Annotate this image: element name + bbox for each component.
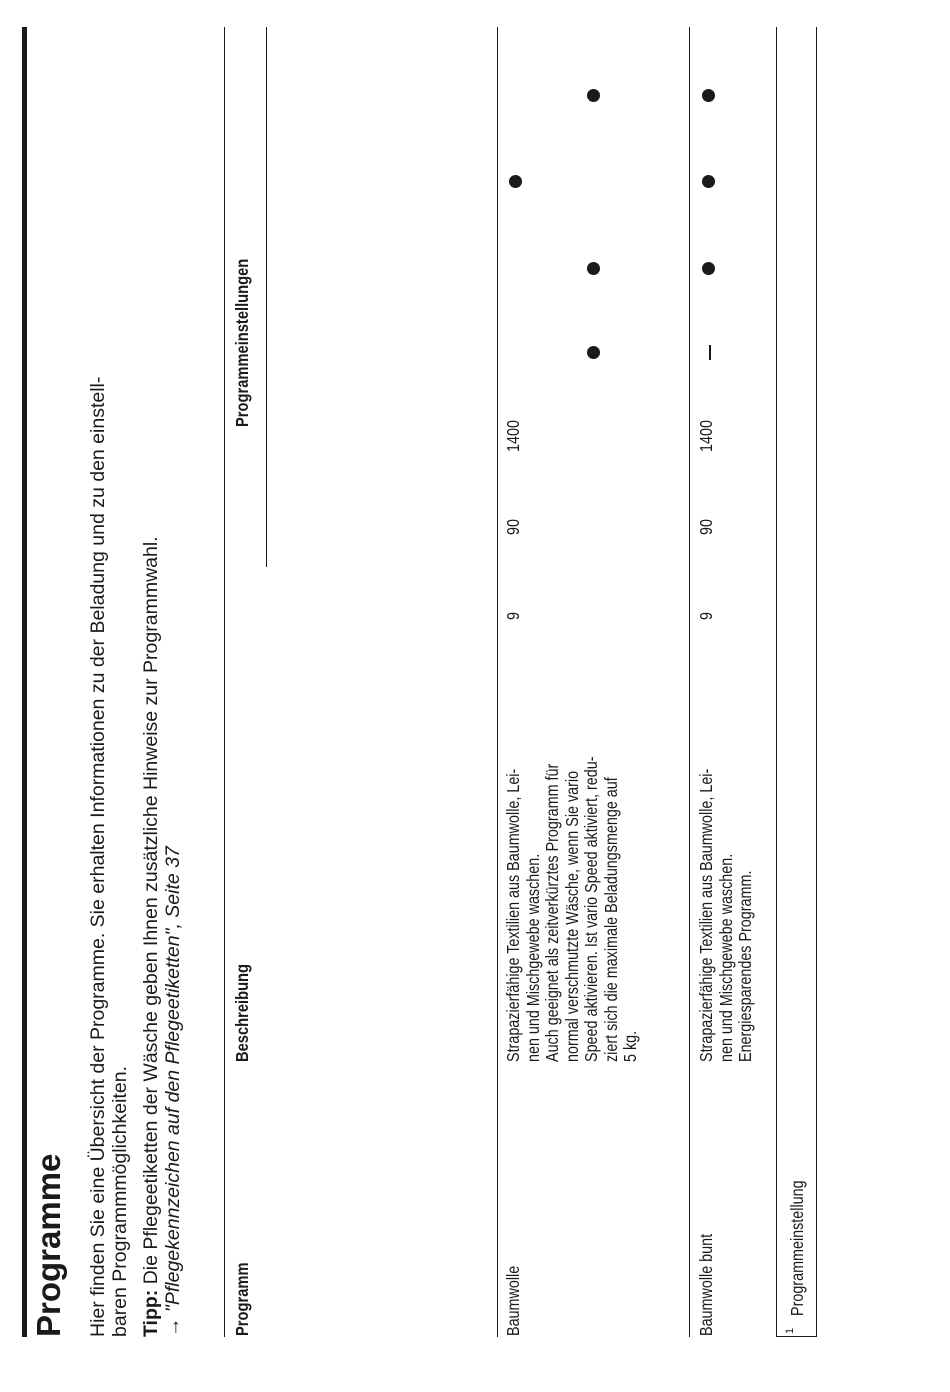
row-1-temperature: 90 (503, 519, 523, 535)
tip-line-1 (140, 536, 162, 1337)
arrow-icon: → (162, 1312, 184, 1337)
header-settings: Programmeinstellungen (232, 258, 252, 427)
tip-text: Die Pflegeetiketten der Wäsche geben Ihnen zusätzliche Hinweise zur Programmwahl. (140, 536, 162, 1290)
row-2-load: 9 (696, 612, 716, 620)
row-2-rule (689, 27, 690, 1337)
row-2-spin: 1400 (696, 420, 716, 452)
intro-paragraph (87, 377, 131, 1337)
row-1-option-2-mark (587, 262, 600, 275)
row-2-option-3-mark (702, 175, 715, 188)
settings-header-rule (266, 27, 267, 567)
row-1-rule (497, 27, 498, 1337)
intro-line-2: baren Programmmöglichkeiten. (109, 1066, 131, 1337)
header-program: Programm (232, 1262, 252, 1336)
row-2-option-4-mark (702, 89, 715, 102)
title-bar (22, 27, 27, 1337)
row-1-spin: 1400 (503, 420, 523, 452)
tip-label: Tipp: (140, 1289, 162, 1337)
row-2-program: Baumwolle bunt (696, 1233, 716, 1336)
row-2-option-2-mark (702, 262, 715, 275)
row-1-load: 9 (503, 612, 523, 620)
row-1-option-1-mark (587, 346, 600, 359)
footnote-left-rule (776, 1336, 816, 1337)
row-1-program: Baumwolle (503, 1265, 523, 1336)
row-1-option-4-mark (587, 89, 600, 102)
row-1-option-3-mark (509, 175, 522, 188)
header-description: Beschreibung (232, 963, 252, 1062)
row-2-temperature: 90 (696, 519, 716, 535)
care-label-link[interactable]: "Pflegekennzeichen auf den Pflegeetiketten" (162, 928, 184, 1313)
footnote-rule (776, 27, 777, 1337)
tip-paragraph (140, 536, 184, 1337)
row-2-description: Strapazierfähige Textilien aus Baumwolle, Lei- nen und Mischgewebe waschen. Energiesparendes Programm. (696, 768, 755, 1062)
footnote-marker: 1 (784, 1327, 796, 1334)
page-title: Programme (30, 1153, 67, 1337)
footnote-text: Programmeinstellung (787, 1180, 807, 1316)
table-bottom-rule (816, 27, 817, 1337)
row-2-option-1-mark (709, 345, 711, 360)
tip-line-2 (162, 536, 184, 1337)
intro-line-1: Hier finden Sie eine Übersicht der Programme. Sie erhalten Informationen zu der Beladung und zu den einstell- (87, 376, 109, 1337)
page-reference: , Seite 37 (162, 846, 184, 929)
table-top-rule (224, 27, 225, 1337)
row-1-description: Strapazierfähige Textilien aus Baumwolle, Lei- nen und Mischgewebe waschen. Auch geeignet als zeitverkürztes Programm für normal verschmutzte Wäsche, wenn Sie vario Speed aktivieren. Ist vario Speed aktiviert, redu- ziert sich die maximale Beladungsmenge auf 5 kg. (503, 756, 640, 1062)
